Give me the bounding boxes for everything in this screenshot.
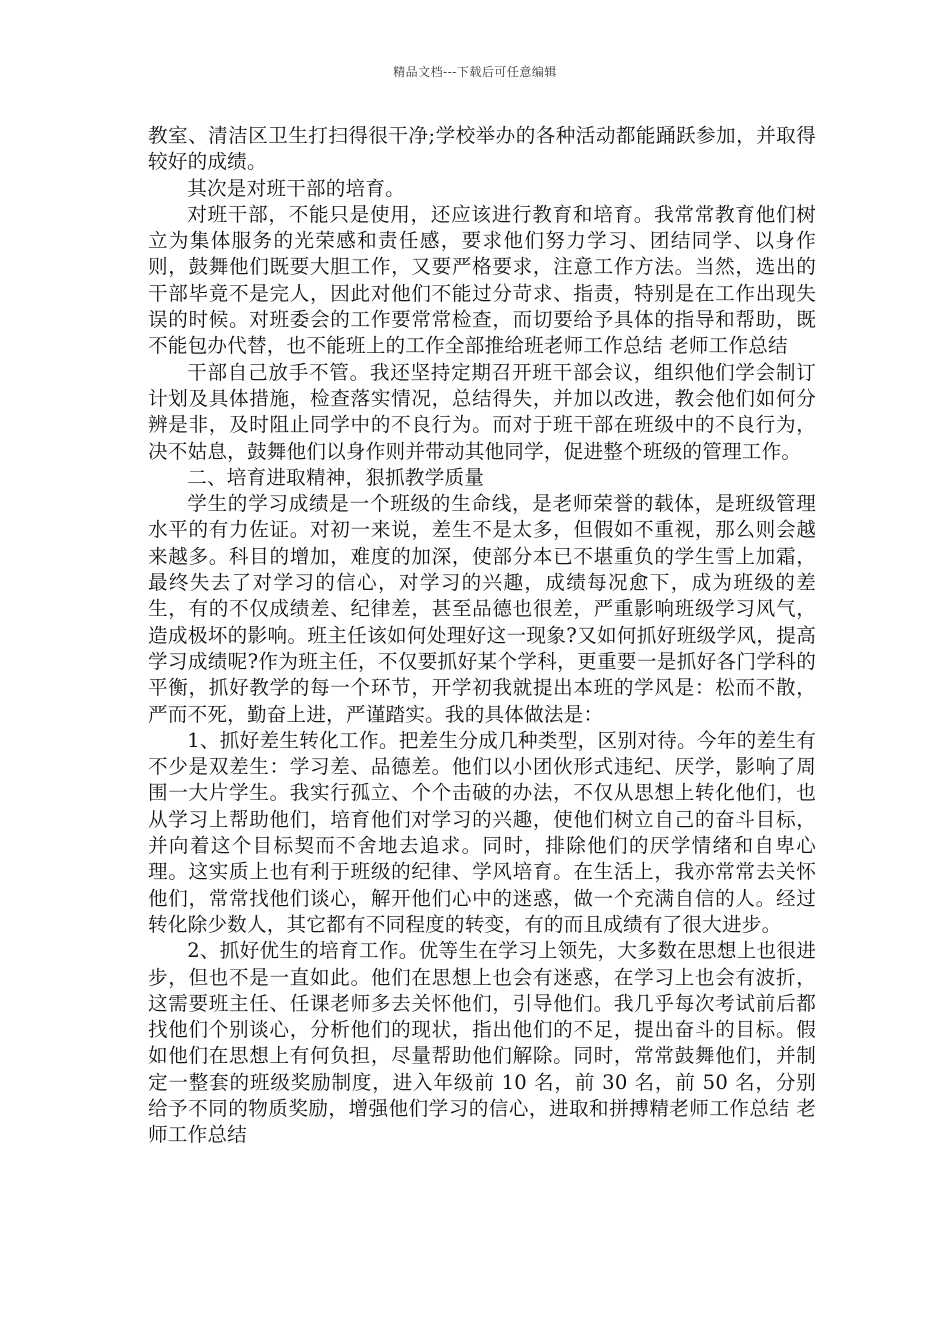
paragraph-7: 2、抓好优生的培育工作。优等生在学习上领先，大多数在思想上也很进步，但也不是一直如此。他们在思想上也会有迷惑，在学习上也会有波折，这需要班主任、任课老师多去关怀他们，引导他们。我几乎每次考试前后都找他们个别谈心，分析他们的现状，指出他们的不足，提出奋斗的目标。假如他们在思想上有何负担，尽量帮助他们解除。同时，常常鼓舞他们，并制定一整套的班级奖励制度，进入年级前 10 名，前 30 名，前 50 名，分别给予不同的物质奖励，增强他们学习的信心，进取和拼搏精老师工作总结 老师工作总结 [148, 939, 816, 1147]
paragraph-2: 其次是对班干部的培育。 [187, 176, 405, 200]
section-heading: 二、培育进取精神，狠抓教学质量 [187, 465, 485, 489]
paragraph-5: 学生的学习成绩是一个班级的生命线，是老师荣誉的载体，是班级管理水平的有力佐证。对初一来说，差生不是太多，但假如不重视，那么则会越来越多。科目的增加，难度的加深，使部分本已不堪重负的学生雪上加霜，最终失去了对学习的信心，对学习的兴趣，成绩每况愈下，成为班级的差生，有的不仅成绩差、纪律差，甚至品德也很差，严重影响班级学习风气，造成极坏的影响。班主任该如何处理好这一现象?又如何抓好班级学风，提高学习成绩呢?作为班主任，不仅要抓好某个学科，更重要一是抓好各门学科的平衡，抓好教学的每一个环节，开学初我就提出本班的学风是：松而不散，严而不死，勤奋上进，严谨踏实。我的具体做法是： [148, 492, 816, 726]
paragraph-6: 1、抓好差生转化工作。把差生分成几种类型，区别对待。今年的差生有不少是双差生：学习差、品德差。他们以小团伙形式违纪、厌学，影响了周围一大片学生。我实行孤立、个个击破的办法，不仅从思想上转化他们，也从学习上帮助他们，培育他们对学习的兴趣，使他们树立自己的奋斗目标，并向着这个目标契而不舍地去追求。同时，排除他们的厌学情绪和自卑心理。这实质上也有利于班级的纪律、学风培育。在生活上，我亦常常去关怀他们，常常找他们谈心，解开他们心中的迷惑，做一个充满自信的人。经过转化除少数人，其它都有不同程度的转变，有的而且成绩有了很大进步。 [148, 728, 816, 936]
paragraph-3: 对班干部，不能只是使用，还应该进行教育和培育。我常常教育他们树立为集体服务的光荣感和责任感，要求他们努力学习、团结同学、以身作则，鼓舞他们既要大胆工作，又要严格要求，注意工作方法。当然，选出的干部毕竟不是完人，因此对他们不能过分苛求、指责，特别是在工作出现失误的时候。对班委会的工作要常常检查，而切要给予具体的指导和帮助，既不能包办代替，也不能班上的工作全部推给班老师工作总结 老师工作总结 [148, 202, 816, 358]
page-header: 精品文档---下载后可任意编辑 [393, 65, 557, 79]
paragraph-4: 干部自己放手不管。我还坚持定期召开班干部会议，组织他们学会制订计划及具体措施，检查落实情况，总结得失，并加以改进，教会他们如何分辨是非，及时阻止同学中的不良行为。而对于班干部在班级中的不良行为，决不姑息，鼓舞他们以身作则并带动其他同学，促进整个班级的管理工作。 [148, 360, 816, 463]
paragraph-1: 教室、清洁区卫生打扫得很干净;学校举办的各种活动都能踊跃参加，并取得较好的成绩。 [148, 124, 816, 174]
document-body [148, 123, 816, 1149]
